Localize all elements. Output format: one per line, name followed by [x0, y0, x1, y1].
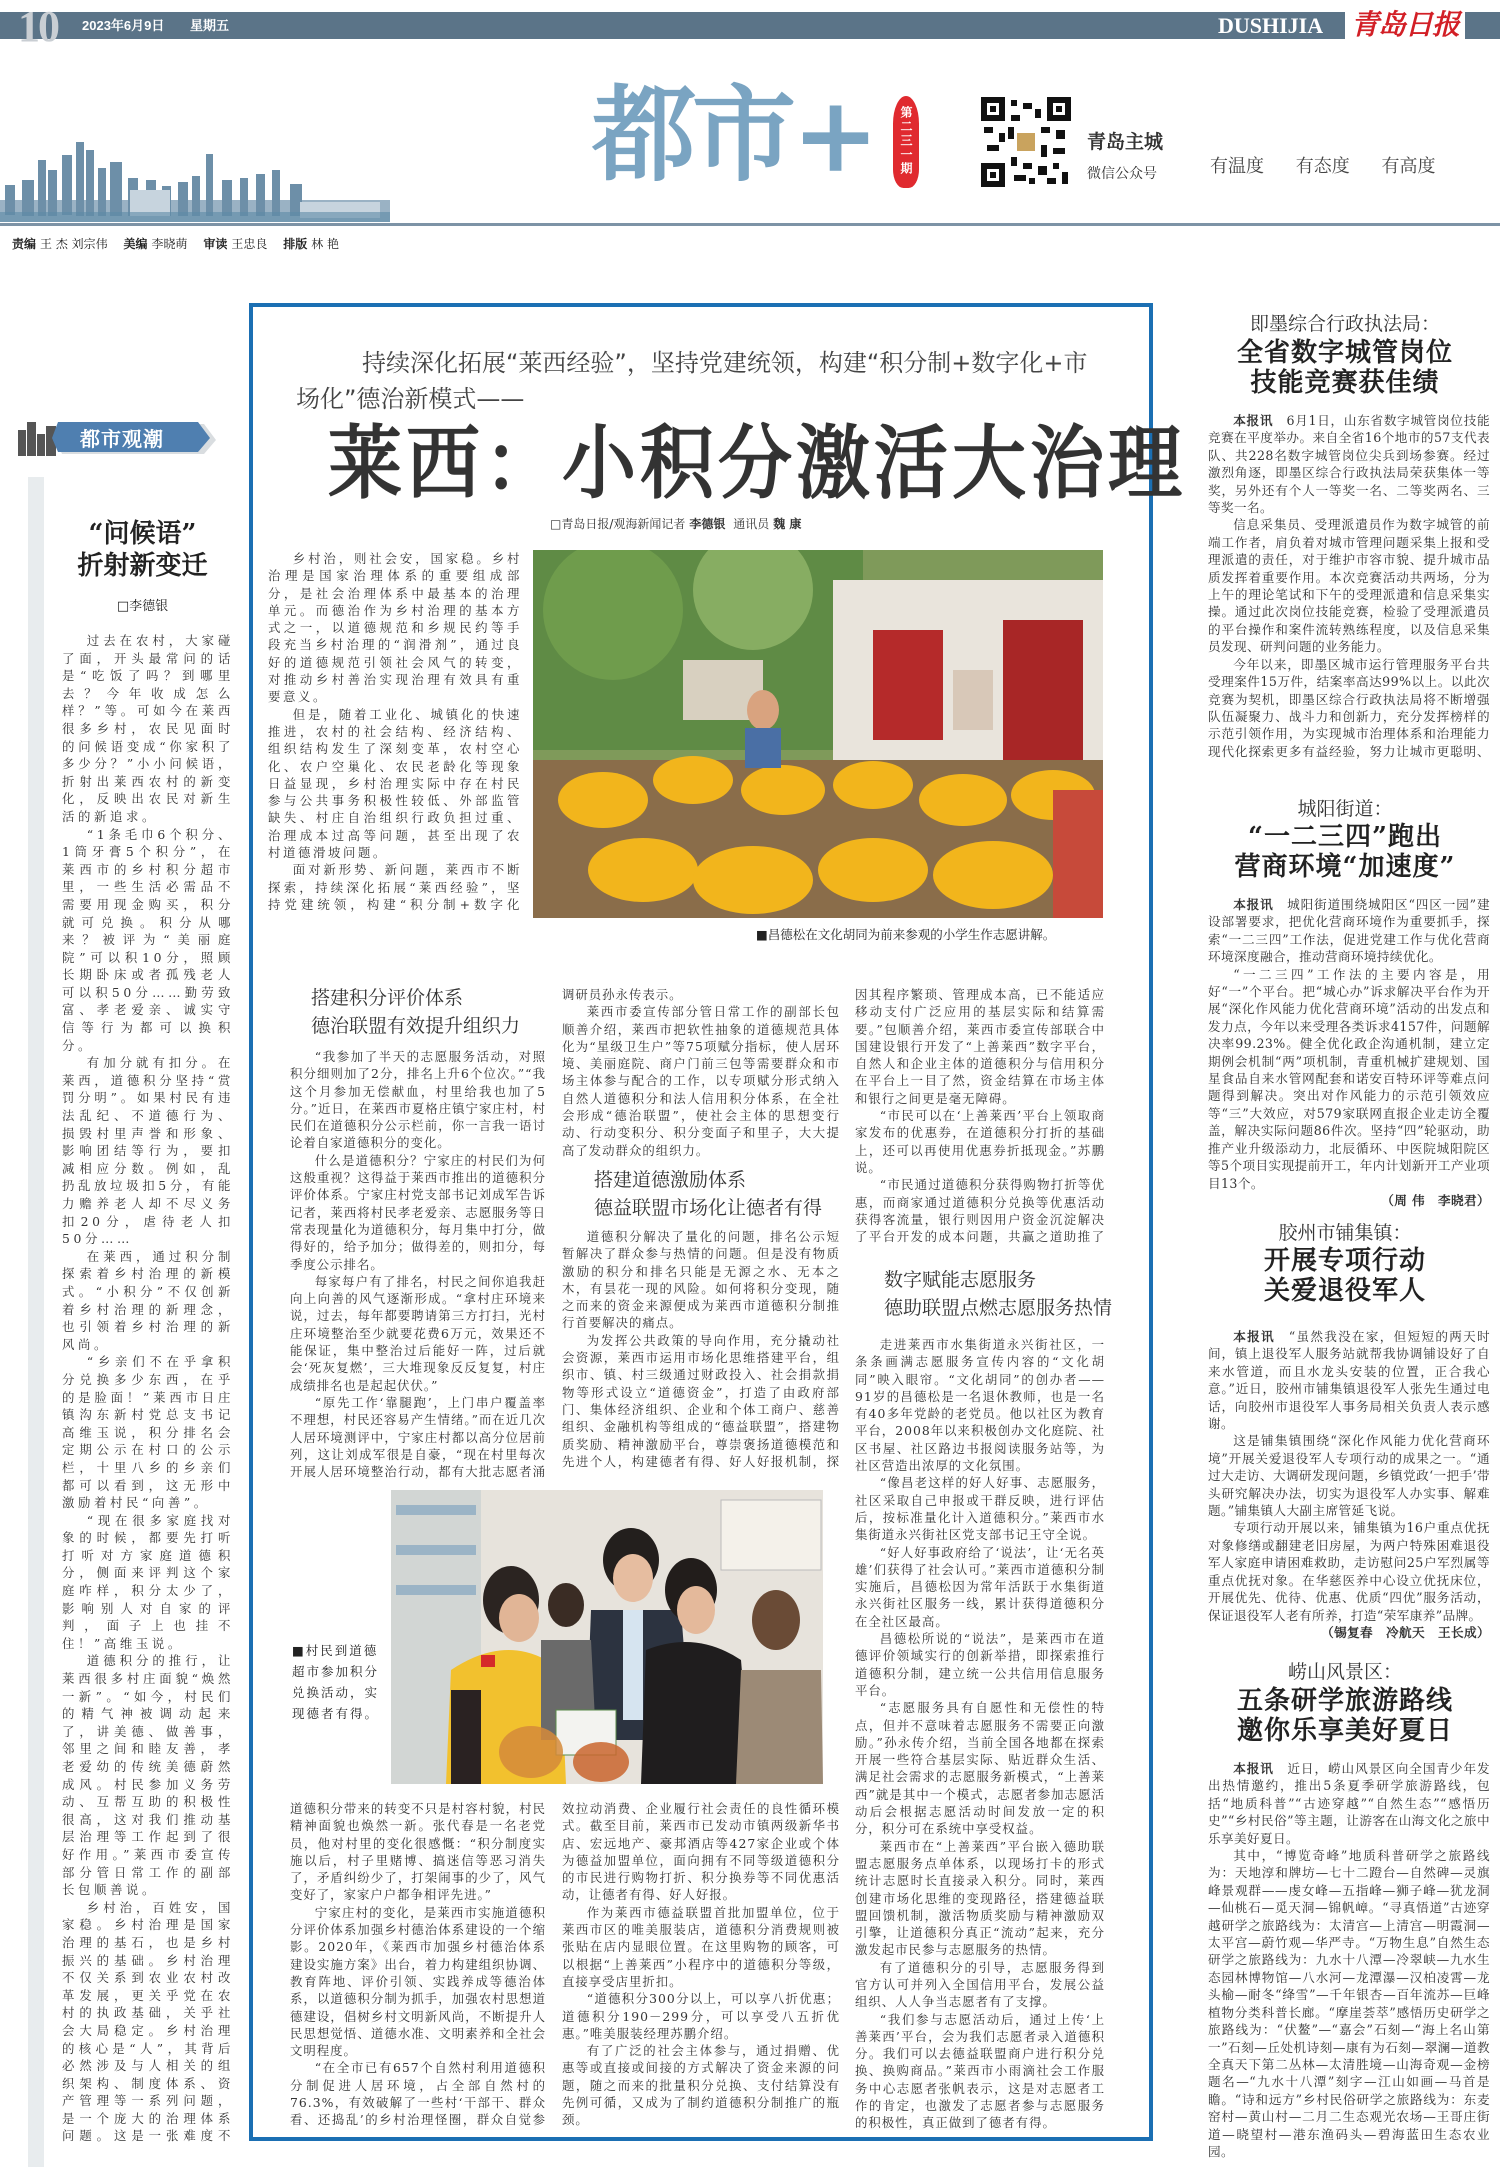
- slogan: 有温度: [1210, 156, 1264, 177]
- brief-authors: （周 伟 李晓君）: [1381, 1192, 1490, 1208]
- paragraph: 作为莱西市德益联盟首批加盟单位，位于莱西市区的唯美服装店，道德积分消费规则被张贴在店内显眼位置。在这里购物的顾客，可以根据“上善莱西”小程序中的道德积分等级，直接享受店里折扣。: [562, 1904, 840, 1989]
- paragraph: “好人好事政府给了‘说法’，让‘无名英雄’们获得了社会认可。”莱西市道德积分制实施后，昌德松因为常年活跃于水集街道永兴街社区服务一线，累计获得道德积分在全社区最高。: [855, 1544, 1105, 1629]
- section-heading: [311, 984, 520, 1040]
- section-body-continued: [855, 986, 1105, 1246]
- paragraph: 为发挥公共政策的导向作用，充分撬动社会资源，莱西市运用市场化思维搭建平台，组织市、镇、村三级通过财政投入、社会捐款捐物等形式设立“道德资金”，打造了由政府部门、集体经济组织、企业和个体工商户、慈善组织、金融机构等组成的“德益联盟”，搭建物质奖励、精神激励平台，尊崇褒扬道德模范和先进个人，构建德者有得、好人好报机制，探: [562, 1332, 840, 1469]
- section-heading-line: 数字赋能志愿服务: [884, 1269, 1037, 1291]
- paragraph: [1208, 1519, 1490, 1623]
- paragraph: 调研员孙永传表示。: [562, 987, 683, 1002]
- masthead-divider: [0, 223, 1500, 226]
- paragraph: 什么是道德积分？宁家庄的村民们为何这般重视？这得益于莱西市推出的道德积分评价体系。宁家庄村党支部书记刘成军告诉记者，莱西将村民孝老爱亲、志愿服务等日常表现量化为道德积分，每月集中打分，做得好的，给予加分；做得差的，则扣分，每季度公示排名。: [290, 1152, 546, 1272]
- brief-headline-line: 营商环境“加速度”: [1234, 852, 1456, 882]
- reporter-name: 李德银: [689, 517, 726, 531]
- article-subtitle: 持续深化拓展“莱西经验”，坚持党建统领，构建“积分制+数字化+市场化”德治新模式——: [296, 349, 1088, 413]
- section-heading-line: 搭建积分评价体系: [311, 987, 464, 1009]
- issue-weekday: 星期五: [190, 18, 230, 33]
- paragraph: [1208, 412, 1490, 516]
- paragraph: [1208, 966, 1490, 1192]
- article-photo-volunteer-lecture: [533, 550, 1103, 918]
- section-body-continued: [562, 986, 840, 1159]
- section-heading-line: 德助联盟点燃志愿服务热情: [884, 1297, 1113, 1319]
- issue-badge: [893, 96, 919, 188]
- paragraph: “乡亲们不在乎拿积分兑换多少东西，在乎的是脸面！”莱西市日庄镇沟东新村党总支书记高维玉说，积分排名会定期公示在村口的公示栏，十里八乡的乡亲们都可以看到，这无形中激励着村民“向善”。: [62, 1354, 234, 1511]
- paragraph: 走进莱西市水集街道永兴街社区，一条条画满志愿服务宣传内容的“文化胡同”映入眼帘。“文化胡同”的创办者——91岁的昌德松是一名退休教师，也是一名有40多年党龄的老党员。他以社区为教育平台，2008年以来积极创办文化庭院、社区书屋、社区路边书报阅读服务站等，为社区营造出浓厚的文化氛围。: [855, 1337, 1105, 1474]
- paragraph-text: 城阳街道围绕城阳区“四区一园”建设部署要求，把优化营商环境作为重要抓手，探索“一二三四”工作法，促进党建工作与优化营商环境深度融合，推动营商环境持续优化。: [1208, 897, 1490, 965]
- paragraph-text: 信息采集员、受理派遣员作为数字城管的前端工作者，肩负着对城市管理问题采集上报和受理派遣的责任，对于维护市容市貌、提升城市品质发挥着重要作用。本次竞赛活动共两场，分为上午的理论笔试和下午的受理派遣和信息采集实操。通过此次岗位技能竞赛，检验了受理派遣员的平台操作和案件流转熟练程度，以及信息采集员发现、研判问题的业务能力。: [1208, 517, 1490, 655]
- paragraph: 有加分就有扣分。在莱西，道德积分坚持“赏罚分明”。如果村民有违法乱纪、不道德行为、损毁村里声誉和形象、影响团结等行为，要扣减相应分数。例如，乱扔乱放垃圾扣5分，有能力赡养老人却不尽义务扣20分，虐待老人扣50分……: [62, 1055, 234, 1247]
- brief-headline-line: 技能竞赛获佳绩: [1250, 368, 1440, 398]
- photo-caption: ■昌德松在文化胡同为前来参观的小学生作志愿讲解。: [756, 927, 1056, 942]
- section-body-continued: [290, 1800, 546, 2129]
- section-body: [855, 1336, 1105, 2132]
- brief-headline-line: 开展专项行动: [1263, 1246, 1426, 1276]
- brief-headline: [1200, 1686, 1490, 1746]
- paragraph: “道德积分300分以上，可以享八折优惠；道德积分190－299分，可以享受八五折优惠。”唯美服装经理苏鹏介绍。: [562, 1991, 840, 2041]
- brief-headline: [1200, 1246, 1490, 1306]
- brief-body: [1208, 412, 1490, 760]
- paragraph: 但是，随着工业化、城镇化的快速推进，农村的社会结构、经济结构、组织结构发生了深刻变革，农村空心化、农户空巢化、农民老龄化等现象日益显现，乡村治理实际中存在村民参与公共事务积极性较低、外部监管缺失、村庄自治组织行政负担过重、治理成本过高等问题，甚至出现了农村道德滑坡问题。: [268, 706, 522, 861]
- paragraph: [1208, 1432, 1490, 1519]
- credit-role: 审读: [203, 237, 228, 251]
- credit-role: 排版: [283, 237, 308, 251]
- brief-headline: [1200, 822, 1490, 882]
- section-heading: [594, 1166, 822, 1222]
- paragraph: 道德积分带来的转变不只是村容村貌，村民精神面貌也焕然一新。张代春是一名老党员，他对村里的变化很感慨：“积分制度实施以后，村子里赌博、搞迷信等恶习消失了，矛盾纠纷少了，打架闹事的少了，风气变好了，家家户户都争相评先进。”: [290, 1801, 546, 1903]
- slogan: 有高度: [1381, 156, 1436, 177]
- credit-names: 王 杰 刘宗伟: [40, 237, 108, 251]
- paragraph: 莱西市委宣传部分管日常工作的副部长包顺善介绍，莱西市把软性抽象的道德规范具体化为“星级卫生户”等75项赋分指标，使人居环境、美丽庭院、商户门前三包等需要群众和市场主体参与配合的工作，以专项赋分形式纳入自然人道德积分和法人信用积分体系，在全社会形成“德治联盟”，使社会主体的思想变行动、行动变积分、积分变面子和里子，大大提高了发动群众的组织力。: [562, 1004, 840, 1158]
- column-name: 都市观潮: [80, 427, 164, 451]
- credit-role: 责编: [12, 237, 37, 251]
- lead-label: 本报讯: [1233, 1329, 1275, 1344]
- section-body: [290, 1048, 546, 1481]
- article-photo-points-exchange: [391, 1490, 823, 1784]
- paragraph: “现在很多家庭找对象的时候，都要先打听打听对方家庭道德积分，侧面来评判这个家庭咋样，积分太少了，影响别人对自家的评判，面子上也挂不住！”高维玉说。: [62, 1512, 234, 1651]
- brief-kicker: 即墨综合行政执法局：: [1249, 313, 1440, 335]
- paragraph: 因其程序繁琐、管理成本高，已不能适应移动支付广泛应用的基层实际和结算需要。”包顺善介绍，莱西市委宣传部联合中国建设银行开发了“上善莱西”数字平台，自然人和企业主体的道德积分与信用积分在平台上一目了然，资金结算在市场主体和银行之间更是毫无障碍。: [855, 987, 1105, 1106]
- brief-headline: [1200, 338, 1490, 398]
- brief-body: [1208, 1760, 1490, 2160]
- paragraph: 有了广泛的社会主体参与，通过捐赠、优惠等或直接或间接的方式解决了资金来源的问题，随之而来的批量积分兑换、支付结算没有先例可循，又成为了制约道德积分制推广的瓶颈。: [562, 2043, 840, 2128]
- page-number: 10: [18, 2, 58, 51]
- paragraph: “像昌老这样的好人好事、志愿服务，社区采取自己申报或干群反映，进行评估后，按标准量化计入道德积分。”莱西市水集街道永兴街社区党支部书记王守全说。: [855, 1475, 1105, 1543]
- paragraph: 昌德松所说的“说法”，是莱西市在道德评价领域实行的创新举措，即探索推行道德积分制，建立统一公共信用信息服务平台。: [855, 1631, 1105, 1698]
- brief-headline-line: 关爱退役军人: [1263, 1276, 1426, 1306]
- brief-headline-line: 五条研学旅游路线: [1236, 1686, 1453, 1716]
- paragraph-text: 近日，崂山风景区向全国青少年发出热情邀约，推出5条夏季研学旅游路线，包括“地质科普”“古迹穿越”“自然生态”“感悟历史”“乡村民俗”等主题，让游客在山海文化之旅中乐享美好夏日。: [1208, 1761, 1490, 1846]
- paragraph: [1208, 1760, 1490, 1847]
- newspaper-logo: 青岛日报: [1345, 6, 1465, 44]
- issue-badge-text: 第二三一期: [899, 106, 913, 176]
- section-heading-line: 德治联盟有效提升组织力: [311, 1015, 521, 1037]
- correspondent-name: 魏 康: [773, 517, 802, 531]
- paragraph: “在全市已有657个自然村利用道德积分制促进人居环境，占全部自然村的76.3%，有效破解了一些村‘干部干、群众看、还捣乱’的乡村治理怪圈，群众自觉参: [290, 2060, 546, 2128]
- commentary-body: [62, 632, 234, 2146]
- photo-caption: ■村民到道德超市参加积分兑换活动，实现德者有得。: [292, 1643, 380, 1721]
- brief-kicker: 城阳街道：: [1297, 798, 1393, 820]
- qr-code-icon[interactable]: [981, 97, 1071, 187]
- byline-prefix: □青岛日报/观海新闻记者: [550, 517, 686, 531]
- paragraph: “1条毛巾6个积分、1筒牙膏5个积分”，在莱西市的乡村积分超市里，一些生活必需品不需要用现金购买，积分就可兑换。积分从哪来？被评为“美丽庭院”可以积10分，照顾长期卧床或者孤残老人可以积50分……勤劳致富、孝老爱亲、诚实守信等行为都可以换积分。: [62, 826, 234, 1053]
- brief-kicker: 崂山风景区：: [1287, 1661, 1402, 1683]
- paragraph: “市民可以在‘上善莱西’平台上领取商家发布的优惠券，在道德积分打折的基础上，还可以再使用优惠券折抵现金。”苏鹏说。: [855, 1108, 1105, 1175]
- wechat-account-name: 青岛主城: [1087, 131, 1164, 153]
- brief-body: [1208, 1328, 1490, 1641]
- credit-names: 王忠良: [231, 237, 268, 251]
- paragraph-text: “一二三四”工作法的主要内容是，用好“一”个平台。把“城心办”诉求解决平台作为开展“深化作风能力优化营商环境”活动的出发点和发力点，今年以来受理各类诉求4157件，问题解决率99.23%。健全优化政企沟通机制，建立定期例会机制“两”项机制，青重机械扩建规划、国星食品自来水管网配套和诺安百特环评等难点问题得到解决。突出对作风能力的示范引领效应等“三”大效应，对579家联网直报企业走访全覆盖，解决实际问题86件次。坚持“四”轮驱动，助推产业升级添动力，北辰循环、中医院城阳院区等5个项目实现提前开工，年内计划新开工产业项目13个。: [1208, 966, 1490, 1191]
- paragraph-text: 其中，“博览奇峰”地质科普研学之旅路线为：天地淳和牌坊—七十二蹬台—自然碑—灵旗峰景观群——虔女峰—五指峰—狮子峰—犹龙洞—仙桃石—觅天洞—锦帆嶂。“寻真悟道”古迹穿越研学之旅路线为：太清宫—上清宫—明霞洞—太平宫—蔚竹观—华严寺。“万物生息”自然生态研学之旅路线为：九水十八潭—冷翠峡—九水生态园林博物馆—八水河—龙潭瀑—汉柏凌霄—龙头榆—耐冬“绛雪”—千年银杏—百年流苏—巨峰植物分类科普长廊。“摩崖荟萃”感悟历史研学之旅路线为：“伏鳌”—“嘉会”石刻—“海上名山第一”石刻—丘处机诗刻—康有为石刻—翠澜—道教全真天下第二丛林—太清胜境—山海奇观—金榜题名—“九水十八潭”刻字—江山如画—马首是瞻。“诗和远方”乡村民俗研学之旅路线为：东麦窑村—黄山村—二月二生态观光农场—王哥庄街道—晓望村—港东渔码头—碧海蓝田生态农业园。: [1208, 1848, 1490, 2159]
- paragraph: 乡村治，百姓安，国家稳。乡村治理是国家治理的基石，也是乡村振兴的基础。乡村治理不仅关系到农业农村改革发展，更关乎党在农村的执政基础，关乎社会大局稳定。乡村治理的核心是“人”，其背后必然涉及与人相关的组织架构、制度体系、资产管理等一系列问题，是一个庞大的治理体系问题。这是一张难度不: [62, 1899, 234, 2144]
- paragraph: “市民通过道德积分获得购物打折等优惠，而商家通过道德积分兑换等优惠活动获得客流量，银行则因用户资金沉淀解决了平台开发的成本问题，共赢之道助推了: [855, 1177, 1105, 1245]
- paragraph: 有了道德积分的引导，志愿服务得到官方认可并列入全国信用平台，发展公益组织、人人争当志愿者有了支撑。: [855, 1959, 1105, 2010]
- paragraph: [1208, 516, 1490, 655]
- paragraph: “我们参与志愿活动后，通过上传‘上善莱西’平台，会为我们志愿者录入道德积分。我们可以去德益联盟商户进行积分兑换、换购商品。”莱西市小雨滴社会工作服务中心志愿者张帆表示，这是对志愿者工作的肯定，也激发了志愿者参与志愿服务的积极性，真正做到了德者有得。: [855, 2011, 1105, 2131]
- credit-role: 美编: [123, 237, 148, 251]
- paragraph: [1208, 1328, 1490, 1432]
- paragraph: [1208, 656, 1490, 760]
- article-byline: [550, 516, 805, 532]
- editor-credits: [12, 236, 351, 252]
- paragraph-text: 今年以来，即墨区城市运行管理服务平台共受理案件15万件，结案率高达99%以上。以此次竞赛为契机，即墨区综合行政执法局将不断增强队伍凝聚力、战斗力和创新力，充分发挥榜样的示范引领作用，为实现城市治理体系和治理能力现代化探索更多有益经验，努力让城市更聪明、: [1208, 656, 1490, 759]
- paragraph: 道德积分解决了量化的问题，排名公示短暂解决了群众参与热情的问题。但是没有物质激励的积分和排名只能是无源之水、无本之木，有昙花一现的风险。如何将积分变现，随之而来的资金来源便成为莱西市道德积分制推行首要解决的痛点。: [562, 1229, 840, 1331]
- section-heading-line: 搭建道德激励体系: [594, 1169, 747, 1191]
- paragraph: 道德积分的推行，让莱西很多村庄面貌“焕然一新”。“如今，村民们的精气神被调动起来了，讲美德、做善事，邻里之间和睦友善，孝老爱幼的传统美德蔚然成风。村民参加义务劳动、互帮互助的积极性很高，这对我们推动基层治理等工作起到了很好作用。”莱西市委宣传部分管日常工作的副部长包顺善说。: [62, 1653, 234, 1898]
- brief-body: [1208, 896, 1490, 1209]
- brief-headline-line: 邀你乐享美好夏日: [1236, 1716, 1453, 1746]
- paragraph: “原先工作‘靠腿跑’，上门串户覆盖率不理想，村民还容易产生情绪。”而在近几次人居环境测评中，宁家庄村都以高分位居前列，这让刘成军很是自豪，“现在村里每次开展人居环境整治行动，都有大批志愿者涌: [290, 1394, 546, 1480]
- paragraph: [1208, 1847, 1490, 2160]
- slogans: [1210, 155, 1451, 179]
- wechat-account-label: 微信公众号: [1087, 166, 1157, 182]
- brief-headline-line: “一二三四”跑出: [1248, 822, 1442, 852]
- credit-names: 林 艳: [311, 237, 340, 251]
- lead-label: 本报讯: [1233, 1761, 1274, 1776]
- paragraph: 过去在农村，大家碰了面，开头最常问的话是“吃饭了吗？到哪里去？今年收成怎么样？”等。可如今在莱西很多乡村，农民见面时的问候语变成“你家积了多少分？”小小问候语，折射出莱西农村的新变化，反映出农民对新生活的新追求。: [62, 633, 234, 824]
- commentary-title-line: “问候语”: [88, 519, 197, 549]
- paragraph-text: “虽然我没在家，但短短的两天时间，镇上退役军人服务站就帮我协调铺设好了自来水管道，而且水龙头安装的位置，正合我心意。”近日，胶州市铺集镇退役军人张先生通过电话，向胶州市退役军人事务局相关负责人表示感谢。: [1208, 1329, 1490, 1432]
- paragraph: 在莱西，通过积分制探索着乡村治理的新模式。“小积分”不仅创新着乡村治理的新理念，也引领着乡村治理的新风尚。: [62, 1248, 234, 1352]
- section-code: DUSHIJIA: [1218, 13, 1324, 38]
- paragraph: 效拉动消费、企业履行社会责任的良性循环模式。截至目前，莱西市已发动市镇两级新华书店、宏远地产、豪邦酒店等427家企业或个体为德益加盟单位，面向拥有不同等级道德积分的市民进行购物打折、积分换券等不同优惠活动，让德者有得、好人好报。: [562, 1801, 840, 1903]
- credit-names: 李晓萌: [151, 237, 188, 251]
- slogan: 有态度: [1295, 156, 1350, 177]
- brief-kicker: 胶州市铺集镇：: [1278, 1222, 1412, 1244]
- paragraph-text: 这是铺集镇围绕“深化作风能力优化营商环境”开展关爱退役军人专项行动的成果之一。“通过大走访、大调研发现问题，乡镇党政‘一把手’带头研究解决办法，切实为退役军人办实事、解难题。”铺集镇人大副主席管延飞说。: [1208, 1433, 1490, 1519]
- commentary-author: □李德银: [116, 599, 169, 614]
- paragraph: [1208, 896, 1490, 966]
- paragraph-text: 专项行动开展以来，铺集镇为16户重点优抚对象修缮或翻建老旧房屋，为两户特殊困难退役军人家庭申请困难救助，走访慰问25户军烈属等重点优抚对象。在华慈医养中心设立优抚床位，开展优先、优待、优惠、优质“四优”服务活动，保证退役军人老有所养，打造“荣军康养”品牌。: [1208, 1520, 1490, 1623]
- article-intro: [268, 550, 522, 913]
- paragraph: 宁家庄村的变化，是莱西市实施道德积分评价体系加强乡村德治体系建设的一个缩影。2020年，《莱西市加强乡村德治体系建设实施方案》出台，着力构建组织协调、教育阵地、评价引领、实践养成等德治体系，以道德积分制为抓手，加强农村思想道德建设，倡树乡村文明新风尚，不断提升人民思想觉悟、道德水准、文明素养和全社会文明程度。: [290, 1904, 546, 2059]
- paragraph: “我参加了半天的志愿服务活动，对照积分细则加了2分，排名上升6个位次。”“我这个月参加无偿献血，村里给我也加了5分。”近日，在莱西市夏格庄镇宁家庄村，村民们在道德积分公示栏前，你一言我一语讨论着自家道德积分的变化。: [290, 1049, 546, 1151]
- lead-label: 本报讯: [1233, 413, 1274, 428]
- paragraph: 每家每户有了排名，村民之间你追我赶向上向善的风气逐渐形成。“拿村庄环境来说，过去，每年都要聘请第三方打扫，光村庄环境整治至少就要花费6万元，效果还不能保证，集中整治过后能好一阵，过后就会‘死灰复燃’，三大堆现象反反复复，村庄成绩排名也是起起伏伏。”: [290, 1273, 546, 1393]
- paragraph: 乡村治，则社会安，国家稳。乡村治理是国家治理体系的重要组成部分，是社会治理体系中最基本的治理单元。而德治作为乡村治理的基本方式之一，以道德规范和乡规民约等手段充当乡村治理的“润滑剂”，通过良好的道德规范引领社会风气的转变，对推动乡村善治实现治理有效具有重要意义。: [268, 551, 522, 705]
- paragraph: 莱西市在“上善莱西”平台嵌入德助联盟志愿服务点单体系，以现场打卡的形式统计志愿时长直接录入积分。同时，莱西创建市场化思维的变现路径，搭建德益联盟回馈机制，激活物质奖励与精神激励双引擎，让道德积分真正“流动”起来，充分激发起市民参与志愿服务的热情。: [855, 1838, 1105, 1958]
- article-title: 莱西：小积分激活大治理: [328, 417, 1186, 511]
- paragraph: 面对新形势、新问题，莱西市不断探索，持续深化拓展“莱西经验”，坚持党建统领，构建“积分制+数字化: [268, 862, 522, 912]
- section-title: 都市+: [592, 73, 876, 196]
- paragraph-text: 6月1日，山东省数字城管岗位技能竞赛在平度举办。来自全省16个地市的57支代表队、共228名数字城管岗位尖兵到场参赛。经过激烈角逐，即墨区综合行政执法局荣获集体一等奖，另外还有个人一等奖一名、二等奖两名、三等奖一名。: [1208, 413, 1490, 516]
- paragraph: “志愿服务具有自愿性和无偿性的特点，但并不意味着志愿服务不需要正向激励。”孙永传介绍，当前全国各地都在探索开展一些符合基层实际、贴近群众生活、满足社会需求的志愿服务新模式，“上善莱西”就是其中一个模式，志愿者参加志愿活动后会根据志愿活动时间发放一定的积分，积分可在系统中享受权益。: [855, 1700, 1105, 1837]
- section-heading: [884, 1266, 1112, 1322]
- brief-headline-line: 全省数字城管岗位: [1236, 338, 1453, 368]
- brief-authors: （锡复春 冷航天 王长成）: [1321, 1624, 1490, 1640]
- city-skyline-image: [0, 140, 390, 222]
- commentary-title: [50, 518, 235, 582]
- issue-date: 2023年6月9日: [82, 18, 165, 33]
- correspondent-label: 通讯员: [733, 517, 770, 531]
- section-heading-line: 德益联盟市场化让德者有得: [594, 1197, 823, 1219]
- column-decor-bar: [28, 477, 44, 2167]
- section-body: [562, 1228, 840, 1470]
- lead-label: 本报讯: [1233, 897, 1274, 912]
- commentary-title-line: 折射新变迁: [77, 551, 208, 581]
- section-body-continued: [562, 1800, 840, 2129]
